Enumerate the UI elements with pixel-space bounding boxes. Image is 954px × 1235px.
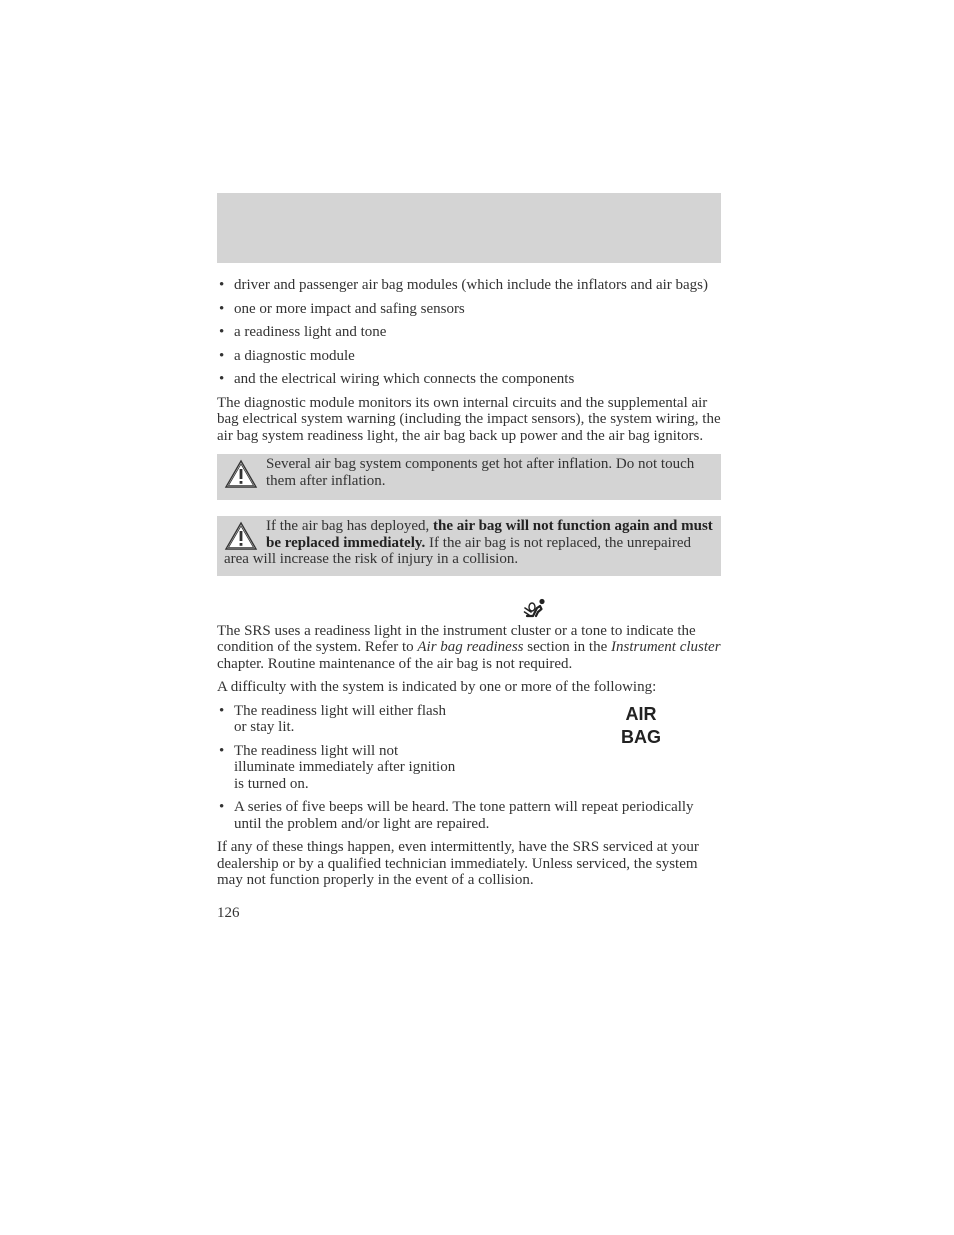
- difficulty-list-continued: [217, 799, 721, 832]
- srs-ref-instrument-cluster: Instrument cluster: [610, 639, 721, 655]
- srs-text-part2: section in the: [523, 639, 611, 655]
- monitor-paragraph: The diagnostic module monitors its own internal circuits and the supplemental air bag electrical system warning (including the impact sensors), the system wiring, the air bag system readiness light, the air bag back up power and the air bag ignitors.: [217, 394, 721, 444]
- airbag-symbol-row: [217, 598, 721, 622]
- srs-paragraph: [217, 623, 721, 673]
- components-list: [217, 277, 721, 388]
- list-item: • and the electrical wiring which connects the components: [217, 371, 721, 388]
- list-item: • a readiness light and tone: [217, 324, 721, 341]
- list-item: • a diagnostic module: [217, 348, 721, 365]
- srs-text-part3: chapter. Routine maintenance of the air bag is not required.: [217, 655, 573, 672]
- air-bag-indicator-line1: AIR: [625, 703, 657, 724]
- srs-ref-airbag-readiness: Air bag readiness: [417, 639, 524, 655]
- list-item: • A series of five beeps will be heard. The tone pattern will repeat periodically until the problem and/or light are repaired.: [217, 799, 721, 832]
- section-header-band: [217, 193, 721, 263]
- list-item: • The readiness light will not illuminate immediately after ignition is turned on.: [217, 743, 457, 793]
- warning-box-deployed: [217, 516, 721, 576]
- air-bag-indicator-line2: BAG: [621, 726, 661, 747]
- air-bag-indicator-label: [581, 703, 701, 800]
- warning-box-hot-components: [217, 454, 721, 500]
- warning-triangle-icon: [224, 459, 258, 489]
- page-content: [217, 277, 721, 921]
- list-item: • one or more impact and safing sensors: [217, 301, 721, 318]
- srs-text-part1: The SRS uses a readiness light in the instrument cluster or a tone to indicate the condition of the system. Refer to: [217, 622, 696, 655]
- service-paragraph: If any of these things happen, even intermittently, have the SRS serviced at your dealership or by a qualified technician immediately. Unless serviced, the system may not function properly in the event of a collision.: [217, 839, 699, 888]
- page-number: 126: [217, 904, 240, 921]
- difficulty-with-indicator: [217, 703, 721, 800]
- difficulty-intro: A difficulty with the system is indicated by one or more of the following:: [217, 679, 657, 695]
- airbag-seated-person-icon: [523, 598, 547, 620]
- list-item: • The readiness light will either flash or stay lit.: [217, 703, 457, 736]
- difficulty-list: [217, 703, 457, 800]
- list-item: • driver and passenger air bag modules (which include the inflators and air bags): [217, 277, 721, 294]
- warning-triangle-icon: [224, 521, 258, 551]
- warning-text-part2: If the air bag is not replaced, the unrepaired area will increase the risk of injury in a collision.: [224, 534, 691, 567]
- warning-text: Several air bag system components get hot after inflation. Do not touch them after inflation.: [266, 456, 695, 489]
- warning-text-part1: If the air bag has deployed,: [266, 518, 434, 534]
- warning-text-bold: the air bag will not function again and must be replaced immediately.: [266, 518, 713, 551]
